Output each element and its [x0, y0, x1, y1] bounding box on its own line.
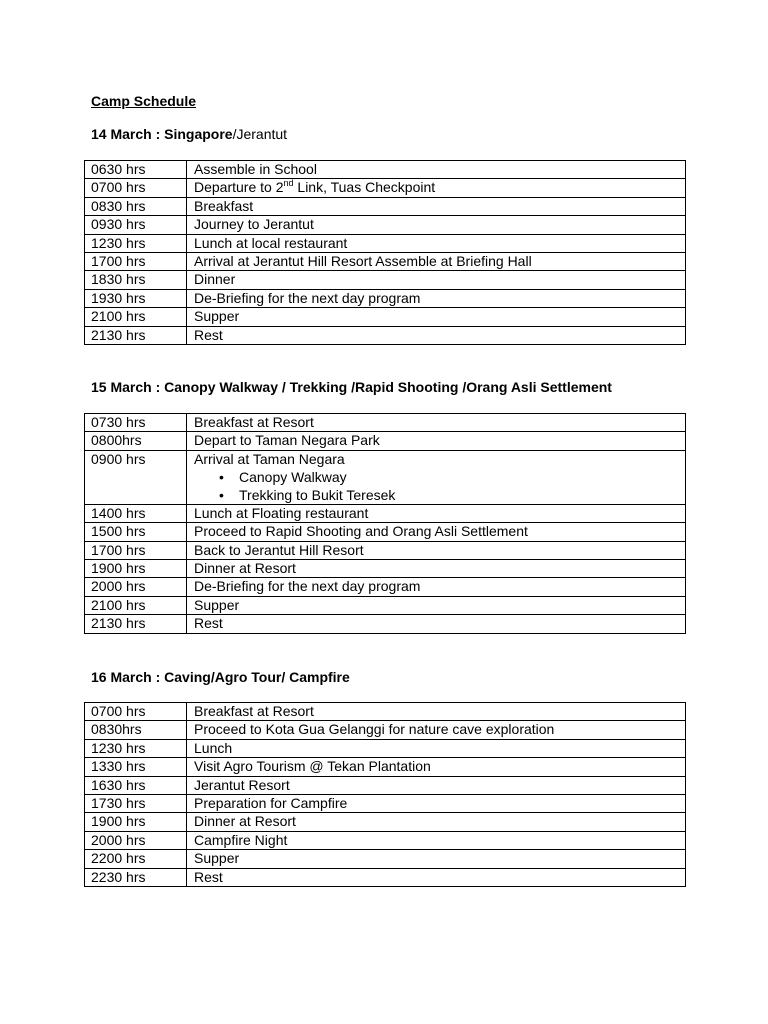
time-cell: 1900 hrs — [85, 559, 187, 577]
table-row — [85, 326, 686, 344]
day-heading-1 — [91, 126, 287, 143]
activity-cell: Breakfast — [187, 197, 686, 215]
time-cell: 0800hrs — [85, 432, 187, 450]
day-heading-bold: 14 March : Singapore — [91, 126, 233, 142]
activity-cell: Depart to Taman Negara Park — [187, 432, 686, 450]
activity-cell: Back to Jerantut Hill Resort — [187, 541, 686, 559]
time-cell: 0630 hrs — [85, 161, 187, 179]
activity-cell: Supper — [187, 850, 686, 868]
time-cell: 2130 hrs — [85, 326, 187, 344]
day-heading-3 — [91, 669, 350, 686]
activity-text: Link, Tuas Checkpoint — [293, 179, 436, 196]
activity-cell: De-Briefing for the next day program — [187, 578, 686, 596]
activity-cell: Lunch — [187, 739, 686, 757]
table-row — [85, 868, 686, 886]
table-row — [85, 308, 686, 326]
schedule-table-day-1 — [84, 160, 686, 345]
activity-cell: Lunch at Floating restaurant — [187, 504, 686, 522]
time-cell: 1930 hrs — [85, 289, 187, 307]
table-row — [85, 414, 686, 432]
time-cell: 0730 hrs — [85, 414, 187, 432]
table-row — [85, 615, 686, 633]
time-cell: 0830hrs — [85, 721, 187, 739]
activity-cell: Journey to Jerantut — [187, 216, 686, 234]
time-cell: 1630 hrs — [85, 776, 187, 794]
activity-cell: Dinner at Resort — [187, 559, 686, 577]
activity-cell: Proceed to Kota Gua Gelanggi for nature cave exploration — [187, 721, 686, 739]
activity-cell: Breakfast at Resort — [187, 414, 686, 432]
activity-cell: Supper — [187, 596, 686, 614]
activity-cell: Lunch at local restaurant — [187, 234, 686, 252]
day-heading-rest: /Jerantut — [232, 126, 288, 142]
activity-cell: Visit Agro Tourism @ Tekan Plantation — [187, 758, 686, 776]
table-row — [85, 850, 686, 868]
table-row — [85, 234, 686, 252]
activity-text: Arrival at Taman Negara — [194, 450, 345, 467]
activity-cell: Rest — [187, 326, 686, 344]
table-row — [85, 794, 686, 812]
time-cell: 0700 hrs — [85, 703, 187, 721]
table-row — [85, 289, 686, 307]
activity-cell: Rest — [187, 615, 686, 633]
ordinal-suffix: nd — [283, 178, 294, 189]
time-cell: 1230 hrs — [85, 739, 187, 757]
activity-cell: Dinner at Resort — [187, 813, 686, 831]
time-cell: 1900 hrs — [85, 813, 187, 831]
table-row — [85, 559, 686, 577]
time-cell: 1230 hrs — [85, 234, 187, 252]
bullet-item: • Trekking to Bukit Teresek — [239, 486, 685, 504]
time-cell: 1730 hrs — [85, 794, 187, 812]
table-row — [85, 758, 686, 776]
time-cell: 1700 hrs — [85, 252, 187, 270]
table-row — [85, 504, 686, 522]
bullet-list — [194, 468, 685, 504]
table-row — [85, 523, 686, 541]
activity-cell: Jerantut Resort — [187, 776, 686, 794]
table-row — [85, 739, 686, 757]
table-row — [85, 776, 686, 794]
day-heading-bold: 16 March : Caving/Agro Tour/ Campfire — [91, 669, 350, 685]
table-row — [85, 216, 686, 234]
time-cell: 1330 hrs — [85, 758, 187, 776]
table-row — [85, 432, 686, 450]
day-heading-bold: 15 March : Canopy Walkway / Trekking /Rapid Shooting /Orang Asli Settlement — [91, 379, 612, 395]
table-row — [85, 197, 686, 215]
table-row — [85, 721, 686, 739]
table-row — [85, 179, 686, 197]
time-cell: 0900 hrs — [85, 450, 187, 504]
time-cell: 1700 hrs — [85, 541, 187, 559]
table-row — [85, 703, 686, 721]
table-row — [85, 271, 686, 289]
schedule-table-day-2 — [84, 413, 686, 634]
time-cell: 1500 hrs — [85, 523, 187, 541]
activity-cell: De-Briefing for the next day program — [187, 289, 686, 307]
table-row — [85, 252, 686, 270]
activity-cell — [187, 450, 686, 504]
time-cell: 0700 hrs — [85, 179, 187, 197]
table-row — [85, 813, 686, 831]
time-cell: 2000 hrs — [85, 578, 187, 596]
activity-cell: Assemble in School — [187, 161, 686, 179]
activity-cell: Preparation for Campfire — [187, 794, 686, 812]
activity-cell: Campfire Night — [187, 831, 686, 849]
activity-text: Departure to 2 — [194, 179, 284, 196]
time-cell: 2100 hrs — [85, 308, 187, 326]
activity-cell: Breakfast at Resort — [187, 703, 686, 721]
day-heading-2 — [91, 379, 612, 396]
time-cell: 2000 hrs — [85, 831, 187, 849]
table-row — [85, 578, 686, 596]
bullet-item: • Canopy Walkway — [239, 468, 685, 486]
table-row — [85, 831, 686, 849]
activity-cell: Proceed to Rapid Shooting and Orang Asli Settlement — [187, 523, 686, 541]
time-cell: 2130 hrs — [85, 615, 187, 633]
time-cell: 2100 hrs — [85, 596, 187, 614]
time-cell: 2230 hrs — [85, 868, 187, 886]
page-title: Camp Schedule — [91, 93, 197, 109]
table-row — [85, 541, 686, 559]
time-cell: 2200 hrs — [85, 850, 187, 868]
time-cell: 0830 hrs — [85, 197, 187, 215]
activity-cell: Arrival at Jerantut Hill Resort Assemble at Briefing Hall — [187, 252, 686, 270]
activity-cell: Rest — [187, 868, 686, 886]
activity-cell — [187, 179, 686, 197]
schedule-table-day-3 — [84, 702, 686, 887]
time-cell: 0930 hrs — [85, 216, 187, 234]
time-cell: 1830 hrs — [85, 271, 187, 289]
activity-cell: Supper — [187, 308, 686, 326]
table-row — [85, 450, 686, 504]
time-cell: 1400 hrs — [85, 504, 187, 522]
table-row — [85, 596, 686, 614]
table-row — [85, 161, 686, 179]
activity-cell: Dinner — [187, 271, 686, 289]
